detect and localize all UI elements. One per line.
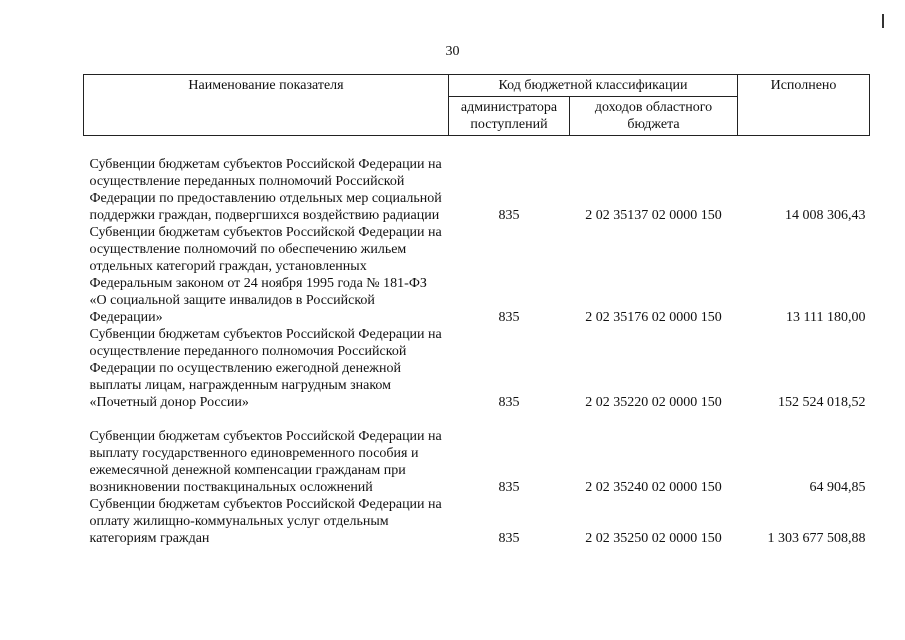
row-admin-code: 835 [498, 480, 520, 495]
table-row [84, 224, 870, 326]
row-name: Субвенции бюджетам субъектов Российской Федерации на осуществление переданного полномочия Российской Федерации по осуществлению ежегодной денежной выплаты лицам, награжденным нагрудным знаком «Почетный донор России» [89, 327, 442, 410]
row-name: Субвенции бюджетам субъектов Российской Федерации на осуществление переданных полномочий Российской Федерации по предоставлению отдельных мер социальной поддержки граждан, подвергшихся воздействию радиации [89, 157, 442, 223]
row-income-code: 2 02 35240 02 0000 150 [585, 480, 722, 495]
header-name: Наименование показателя [84, 75, 449, 136]
table-header [84, 75, 870, 136]
row-income-code: 2 02 35137 02 0000 150 [585, 208, 722, 223]
row-income-code: 2 02 35220 02 0000 150 [585, 395, 722, 410]
row-admin-code: 835 [498, 395, 520, 410]
header-done: Исполнено [738, 75, 870, 136]
row-amount: 1 303 677 508,88 [767, 531, 866, 546]
table-row [84, 326, 870, 411]
row-name: Субвенции бюджетам субъектов Российской Федерации на осуществление полномочий по обеспечению жильем отдельных категорий граждан, установленных Федеральным законом от 24 ноября 1995 года № 181-ФЗ «О социальной защите инвалидов в Российской Федерации» [89, 225, 442, 325]
row-name: Субвенции бюджетам субъектов Российской Федерации на выплату государственного единовременного пособия и ежемесячной денежной компенсации гражданам при возникновении поствакцинальных осложнений [89, 429, 442, 495]
page-number: 30 [445, 44, 460, 59]
row-amount: 13 111 180,00 [786, 310, 866, 325]
row-amount: 152 524 018,52 [778, 395, 866, 410]
row-admin-code: 835 [498, 310, 520, 325]
budget-table [83, 74, 870, 547]
header-code-group: Код бюджетной классификации [449, 75, 738, 97]
row-name: Субвенции бюджетам субъектов Российской Федерации на оплату жилищно-коммунальных услуг отдельным категориям граждан [89, 497, 442, 546]
table-row [84, 136, 870, 225]
row-amount: 64 904,85 [809, 480, 866, 495]
row-amount: 14 008 306,43 [785, 208, 866, 223]
row-income-code: 2 02 35176 02 0000 150 [585, 310, 722, 325]
table-row [84, 496, 870, 547]
table-row [84, 411, 870, 496]
corner-mark [882, 14, 890, 28]
row-income-code: 2 02 35250 02 0000 150 [585, 531, 722, 546]
header-income: доходов областного бюджета [570, 97, 738, 136]
row-admin-code: 835 [498, 531, 520, 546]
header-admin: администратора поступлений [449, 97, 570, 136]
row-admin-code: 835 [498, 208, 520, 223]
